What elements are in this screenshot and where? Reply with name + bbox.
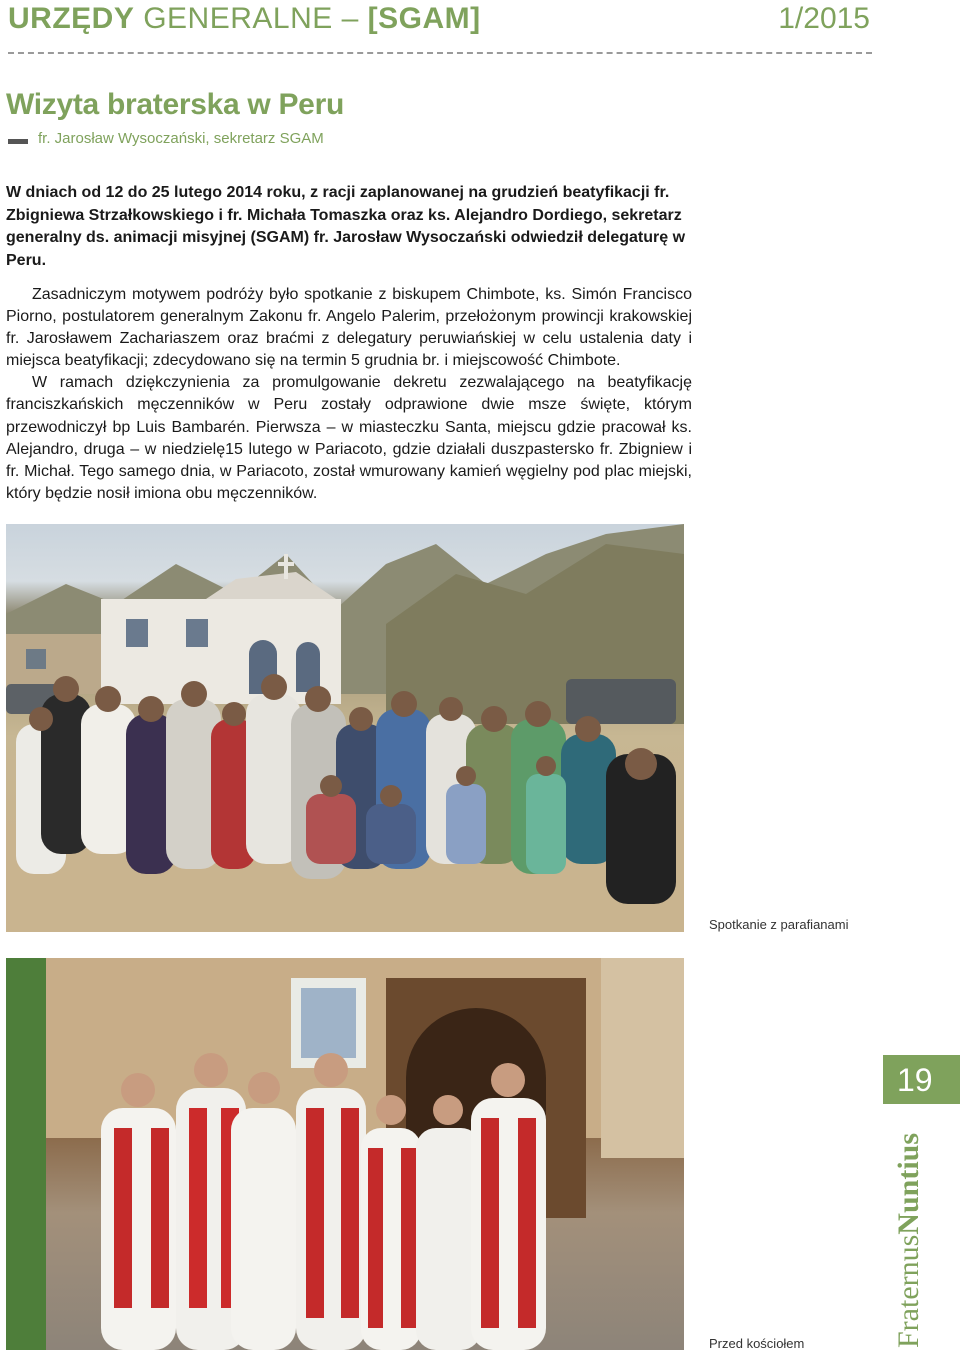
running-header-title <box>8 2 481 36</box>
photo-before-church-illustration <box>6 958 684 1350</box>
photo-before-church <box>6 958 684 1350</box>
logo-text-bold: Nuntius <box>892 1132 925 1235</box>
author-marker <box>8 139 28 144</box>
article-author: fr. Jarosław Wysoczański, sekretarz SGAM <box>38 130 324 147</box>
header-divider <box>8 52 872 54</box>
magazine-logo <box>888 1110 928 1350</box>
photo-parishioners <box>6 524 684 932</box>
svg-text:FraternusNuntius <box>892 1133 925 1348</box>
body-paragraph: W ramach dziękczynienia za promulgowanie dekretu zezwalającego na beatyfikację franciszkańskich męczenników w Peru zostały odprawione dwie msze święte, którym przewodniczył bp Luis Bambarén. Pierwsza – w miasteczku Santa, miejscu gdzie pracował ks. Alejandro, druga – w niedzielę15 lutego w Pariacoto, gdzie działali duszpastersko fr. Zbigniew i fr. Michał. Tego samego dnia, w Pariacoto, został wmurowany kamień węgielny pod plac miejski, który będzie nosił imiona obu męczenników. <box>6 374 692 502</box>
header-title-bold: URZĘDY <box>8 2 135 35</box>
header-title-light: GENERALNE <box>143 2 333 35</box>
article-lead: W dniach od 12 do 25 lutego 2014 roku, z racji zaplanowanej na grudzień beatyfikacji fr. Zbigniewa Strzałkowskiego i fr. Michała Tomaszka oraz ks. Alejandro Dordiego, sekretarz generalny ds. animacji misyjnej (SGAM) fr. Jarosław Wysoczański odwiedził delegaturę w Peru. <box>6 184 686 269</box>
logo-text-regular: Fraternus <box>892 1234 925 1348</box>
header-title-dash: – <box>341 2 359 35</box>
issue-number: 1/2015 <box>778 2 870 35</box>
photo-parishioners-illustration <box>6 524 684 932</box>
header-title-code: [SGAM] <box>367 2 481 35</box>
body-paragraph: Zasadniczym motywem podróży było spotkanie z biskupem Chimbote, ks. Simón Francisco Piorno, postulatorem generalnym Zakonu fr. Angelo Palerim, przełożonym prowincji krakowskiej fr. Jarosławem Zachariaszem oraz braćmi z delegatury peruwiańskiej w celu ustalenia daty i miejsca beatyfikacji; zdecydowano się na termin 5 grudnia br. i miejscowość Chimbote. <box>6 286 692 370</box>
photo-caption: Spotkanie z parafianami <box>709 917 849 932</box>
page-number: 19 <box>897 1062 933 1098</box>
article-body <box>6 284 692 505</box>
article-title: Wizyta braterska w Peru <box>6 88 344 121</box>
photo-caption: Przed kościołem <box>709 1336 805 1351</box>
